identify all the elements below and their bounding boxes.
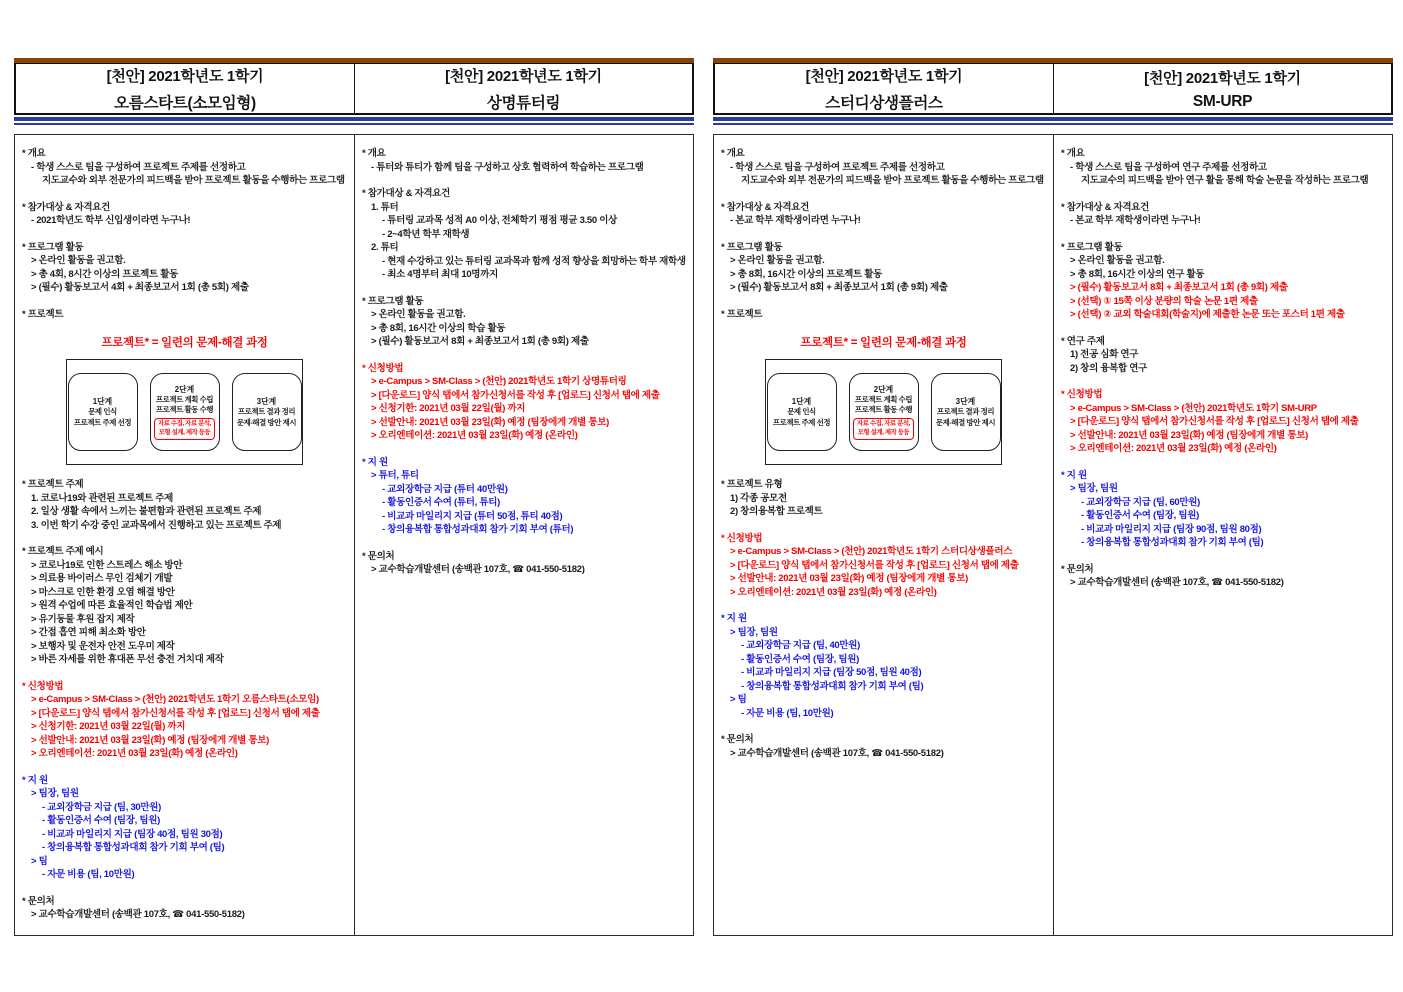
text-line: > 온라인 활동을 권고함. [1070,255,1165,266]
section-block [362,456,686,537]
program-column [714,135,1053,935]
text-line: > [다운로드] 양식 탭에서 참가신청서를 작성 후 [업로드] 신청서 탭에 제출 [1070,416,1359,427]
text-line: * 프로그램 활동 [1061,241,1123,253]
section-block [1061,388,1385,456]
text-line: > 선발안내: 2021년 03월 23일(화) 예정 (팀장에게 개별 통보) [730,573,968,584]
stage-line: 프로젝트 계획 수립 [155,394,214,404]
section-block [22,680,347,761]
text-line: > e-Campus > SM-Class > (천안) 2021학년도 1학기 SM-URP [1070,402,1317,414]
text-line: > 교수학습개발센터 (송백관 107호, ☎ 041-550-5182) [1070,577,1284,588]
text-line: > 팀장, 팀원 [1070,483,1118,494]
section-block [721,532,1046,600]
section-block [1061,147,1385,188]
header-underline-thin [713,123,1393,125]
text-line: > (필수) 활동보고서 8회 + 최종보고서 1회 (총 9회) 제출 [371,336,589,347]
text-line: 지도교수와 외부 전문가의 피드백을 받아 프로젝트 활동을 수행하는 프로그램 [42,175,345,186]
text-line: > [다운로드] 양식 탭에서 참가신청서를 작성 후 [업로드] 신청서 탭에 제출 [31,707,320,719]
text-line: 지도교수의 피드백을 받아 연구 활을 통해 학술 논문을 작성하는 프로그램 [1081,175,1369,186]
text-line: 2. 튜티 [371,242,399,253]
program-title: 오름스타트(소모임형) [114,94,256,112]
text-line: > 교수학습개발센터 (송백관 107호, ☎ 041-550-5182) [371,564,585,575]
section-block [721,308,1046,322]
program-column [354,135,693,935]
text-line: > 원격 수업에 따른 효율적인 학습법 제안 [31,600,193,611]
header-term-label: [천안] 2021학년도 1학기 [445,67,602,85]
stage-line: 문제-해결 방안 제시 [236,417,297,427]
section-block [1061,563,1385,590]
text-line: > 팀장, 팀원 [31,788,79,799]
text-line: > 오리엔테이션: 2021년 03월 23일(화) 예정 (온라인) [371,430,578,441]
section-block [721,478,1046,519]
program-title: 스터디상생플러스 [825,94,943,112]
text-line: > 총 8회, 16시간 이상의 학습 활동 [371,322,506,334]
text-line: > (필수) 활동보고서 8회 + 최종보고서 1회 (총 9회) 제출 [730,282,948,293]
text-line: > e-Campus > SM-Class > (천안) 2021학년도 1학기 스터디상생플러스 [730,546,1013,557]
text-line: - 최소 4명부터 최대 10명까지 [382,269,498,280]
text-line: * 프로젝트 주제 [22,479,84,490]
section-block [22,334,347,465]
text-line: > 오리엔테이션: 2021년 03월 23일(화) 예정 (온라인) [730,586,937,598]
text-line: > 의료용 바이러스 무인 검체기 개발 [31,573,173,584]
section-block [1061,469,1385,550]
section-block [1061,335,1385,376]
text-line: - 2021학년도 학부 신입생이라면 누구나! [31,215,191,226]
program-column [15,135,354,935]
page-header [713,63,1393,115]
text-line: > 교수학습개발센터 (송백관 107호, ☎ 041-550-5182) [31,909,245,920]
section-block [1061,201,1385,228]
stage-title: 3단계 [256,397,277,406]
text-line: 1) 각종 공모전 [730,492,787,504]
stage-line: 프로젝트 계획 수립 [854,394,913,404]
diagram-stage-box [68,373,138,451]
text-line: * 신청방법 [721,532,763,544]
header-underline-thin [14,123,694,125]
text-line: * 지 원 [1061,469,1087,481]
header-term-label: [천안] 2021학년도 1학기 [106,67,264,85]
text-line: * 문의처 [1061,563,1094,575]
text-line: - 교외장학금 지급 (튜터 40만원) [382,483,508,495]
text-line: > e-Campus > SM-Class > (천안) 2021학년도 1학기 상명튜터링 [371,376,627,387]
text-line: - 창의융복합 통합성과대회 참가 기회 부여 (팀) [1081,537,1264,548]
text-line: - 비교과 마일리지 지급 (팀장 90점, 팀원 80점) [1081,523,1262,535]
header-term-label: [천안] 2021학년도 1학기 [1144,69,1301,87]
text-line: * 문의처 [362,550,395,562]
diagram-caption: 프로젝트* = 일련의 문제-해결 과정 [800,337,967,349]
stage-line: 프로젝트 주제 선정 [73,417,132,427]
text-line: * 문의처 [721,734,754,745]
text-line: > 팀 [31,855,48,867]
text-line: - 튜터와 튜티가 함께 팀을 구성하고 상호 협력하여 학습하는 프로그램 [371,161,644,173]
text-line: > 오리엔테이션: 2021년 03월 23일(화) 예정 (온라인) [31,748,238,759]
diagram-stage-box [150,373,220,451]
section-block [22,147,347,188]
stage-line: 프로젝트 활동 수행 [155,405,214,415]
text-line: * 참가대상 & 자격요건 [1061,201,1149,213]
text-line: - 창의융복합 통합성과대회 참가 기회 부여 (팀) [42,842,225,853]
stage-line: 프로젝트 활동 수행 [854,405,913,415]
text-line: - 비교과 마일리지 지급 (팀장 40점, 팀원 30점) [42,828,223,840]
stage-title: 1단계 [92,397,113,406]
text-line: > 총 8회, 16시간 이상의 연구 활동 [1070,268,1205,280]
text-line: * 참가대상 & 자격요건 [362,188,450,199]
text-line: 3. 이번 학기 수강 중인 교과목에서 진행하고 있는 프로젝트 주제 [31,519,282,531]
text-line: * 신청방법 [22,680,64,692]
text-line: - 창의융복합 통합성과대회 참가 기회 부여 (튜터) [382,524,574,535]
text-line: - 비교과 마일리지 지급 (팀장 50점, 팀원 40점) [741,667,922,678]
section-block [721,612,1046,720]
section-block [721,147,1046,188]
section-block [22,545,347,667]
text-line: > 온라인 활동을 권고함. [371,309,466,320]
diagram-stage-box [849,373,919,451]
text-line: 1. 튜터 [371,201,399,213]
section-block [362,187,686,282]
stage-note-box [154,418,215,440]
text-line: 1) 전공 심화 연구 [1070,349,1139,360]
text-line: * 프로그램 활동 [721,241,783,253]
text-line: - 교외장학금 지급 (팀, 60만원) [1081,496,1201,508]
text-line: - 2~4학년 학부 재학생 [382,228,470,240]
stage-note-line: 모형 설계, 제작 등등 [857,429,910,437]
text-line: * 지 원 [22,774,48,786]
section-block [22,895,347,922]
section-block [362,550,686,577]
stage-note-line: 자료 수집, 자료 분석, [157,420,212,428]
text-line: - 활동인증서 수여 (팀장, 팀원) [741,653,859,665]
text-line: 1. 코로나19와 관련된 프로젝트 주제 [31,492,174,504]
program-title: SM-URP [1192,92,1253,110]
program-header [715,64,1053,113]
section-block [721,201,1046,228]
text-line: * 프로젝트 [721,308,763,320]
page-body [713,134,1393,936]
program-column [1053,135,1392,935]
process-diagram [765,359,1002,465]
section-block [362,362,686,443]
text-line: - 자문 비용 (팀, 10만원) [42,869,135,880]
text-line: * 프로그램 활동 [22,241,84,253]
text-line: > 바른 자세를 위한 휴대폰 무선 충전 거치대 제작 [31,654,224,665]
text-line: > [다운로드] 양식 탭에서 참가신청서를 작성 후 [업로드] 신청서 탭에 제출 [730,559,1019,571]
stage-title: 2단계 [174,384,195,394]
text-line: > 마스크로 인한 환경 오염 해결 방안 [31,586,175,598]
text-line: 2. 일상 생활 속에서 느끼는 불편함과 관련된 프로젝트 주제 [31,506,262,517]
section-block [22,478,347,532]
text-line: > 온라인 활동을 권고함. [31,255,126,266]
text-line: 지도교수와 외부 전문가의 피드백을 받아 프로젝트 활동을 수행하는 프로그램 [741,175,1044,186]
header-term-label: [천안] 2021학년도 1학기 [805,67,963,85]
text-line: - 학생 스스로 팀을 구성하여 프로젝트 주제를 선정하고 [31,161,246,173]
stage-title: 1단계 [791,397,812,406]
section-block [362,147,686,174]
text-line: - 교외장학금 지급 (팀, 40만원) [741,640,861,651]
text-line: * 신청방법 [362,362,404,374]
section-block [721,334,1046,465]
diagram-stage-box [767,373,837,451]
text-line: * 개요 [721,148,745,159]
page-body [14,134,694,936]
text-line: 2) 창의융복합 프로젝트 [730,506,823,517]
text-line: > 총 4회, 8시간 이상의 프로젝트 활동 [31,268,178,280]
text-line: - 교외장학금 지급 (팀, 30만원) [42,801,162,813]
text-line: * 프로그램 활동 [362,295,424,307]
text-line: > [다운로드] 양식 탭에서 참가신청서를 작성 후 [업로드] 신청서 탭에 제출 [371,389,660,401]
text-line: > 선발안내: 2021년 03월 23일(화) 예정 (팀장에게 개별 통보) [371,416,609,428]
text-line: - 창의융복합 통합성과대회 참가 기회 부여 (팀) [741,680,924,692]
section-block [721,241,1046,295]
text-line: * 신청방법 [1061,389,1103,400]
text-line: * 개요 [22,148,46,159]
text-line: > 팀장, 팀원 [730,626,778,638]
text-line: > 선발안내: 2021년 03월 23일(화) 예정 (팀장에게 개별 통보) [1070,429,1308,441]
text-line: > 유기동물 후원 잡지 제작 [31,613,135,625]
text-line: > 오리엔테이션: 2021년 03월 23일(화) 예정 (온라인) [1070,443,1277,454]
text-line: > 온라인 활동을 권고함. [730,255,825,266]
section-block [362,295,686,349]
text-line: - 튜터링 교과목 성적 A0 이상, 전체학기 평점 평균 3.50 이상 [382,215,617,226]
text-line: > 선발안내: 2021년 03월 23일(화) 예정 (팀장에게 개별 통보) [31,734,269,746]
text-line: * 지 원 [362,456,388,468]
text-line: * 문의처 [22,895,55,907]
page [14,58,694,936]
text-line: * 개요 [1061,148,1085,159]
text-line: - 활동인증서 수여 (팀장, 팀원) [1081,510,1199,521]
diagram-stage-box [931,373,1001,451]
program-header [354,64,692,113]
stage-title: 3단계 [955,397,976,406]
stage-note-box [853,418,914,440]
text-line: - 현재 수강하고 있는 튜터링 교과목과 함께 성적 향상을 희망하는 학부 재학생 [382,255,686,267]
text-line: > 신청기한: 2021년 03월 22일(월) 까지 [31,721,186,732]
text-line: 2) 창의 융복합 연구 [1070,362,1148,374]
section-block [22,774,347,882]
text-line: > (필수) 활동보고서 4회 + 최종보고서 1회 (총 5회) 제출 [31,282,249,293]
stage-line: 프로젝트 결과 정리 [936,407,995,416]
text-line: * 프로젝트 [22,308,64,320]
text-line: > 간접 흡연 피해 최소화 방안 [31,627,146,638]
text-line: * 참가대상 & 자격요건 [22,201,110,213]
program-title: 상명튜터링 [486,94,561,112]
text-line: - 자문 비용 (팀, 10만원) [741,707,834,719]
stage-title: 2단계 [873,384,894,394]
page-header [14,63,694,115]
section-block [22,241,347,295]
text-line: > e-Campus > SM-Class > (천안) 2021학년도 1학기 오름스타트(소모임) [31,694,319,705]
section-block [22,201,347,228]
process-diagram [66,359,303,465]
program-header [16,64,354,113]
text-line: > (필수) 활동보고서 8회 + 최종보고서 1회 (총 9회) 제출 [1070,282,1288,293]
text-line: - 활동인증서 수여 (팀장, 팀원) [42,815,160,826]
text-line: > 교수학습개발센터 (송백관 107호, ☎ 041-550-5182) [730,747,944,759]
diagram-stage-box [232,373,302,451]
diagram-caption: 프로젝트* = 일련의 문제-해결 과정 [101,337,268,349]
stage-note-line: 자료 수집, 자료 분석, [856,420,911,428]
text-line: - 본교 학부 재학생이라면 누구나! [730,215,861,226]
text-line: > 신청기한: 2021년 03월 22일(월) 까지 [371,403,526,414]
program-header [1053,64,1391,113]
text-line: > 팀 [730,694,747,705]
text-line: * 참가대상 & 자격요건 [721,201,809,213]
section-block [721,733,1046,760]
text-line: * 연구 주제 [1061,335,1105,347]
stage-line: 프로젝트 주제 선정 [772,417,831,427]
text-line: * 개요 [362,148,386,159]
text-line: > 총 8회, 16시간 이상의 프로젝트 활동 [730,268,882,280]
stage-note-line: 모형 설계, 제작 등등 [158,429,211,437]
text-line: > 튜터, 튜티 [371,470,419,481]
text-line: * 지 원 [721,613,747,624]
stage-line: 프로젝트 결과 정리 [237,407,296,416]
header-underline-thick [14,117,694,121]
text-line: * 프로젝트 유형 [721,479,783,490]
stage-line: 문제 인식 [787,407,816,416]
text-line: > (선택) ① 15쪽 이상 분량의 학술 논문 1편 제출 [1070,295,1258,307]
text-line: > 코로나19로 인한 스트레스 해소 방안 [31,559,183,571]
text-line: > (선택) ② 교외 학술대회(학술지)에 제출한 논문 또는 포스터 1편 제출 [1070,309,1345,320]
text-line: * 프로젝트 주제 예시 [22,546,104,557]
header-underline-thick [713,117,1393,121]
section-block [1061,241,1385,322]
text-line: - 학생 스스로 팀을 구성하여 프로젝트 주제를 선정하고 [730,161,945,173]
text-line: - 학생 스스로 팀을 구성하여 연구 주제를 선정하고 [1070,161,1267,173]
text-line: - 본교 학부 재학생이라면 누구나! [1070,215,1201,226]
stage-line: 문제 인식 [88,407,117,416]
page [713,58,1393,936]
section-block [22,308,347,322]
text-line: - 비교과 마일리지 지급 (튜터 50점, 튜티 40점) [382,510,563,522]
text-line: > 보행자 및 운전자 안전 도우미 제작 [31,640,175,652]
text-line: - 활동인증서 수여 (튜터, 튜티) [382,497,500,508]
stage-line: 문제-해결 방안 제시 [935,417,996,427]
